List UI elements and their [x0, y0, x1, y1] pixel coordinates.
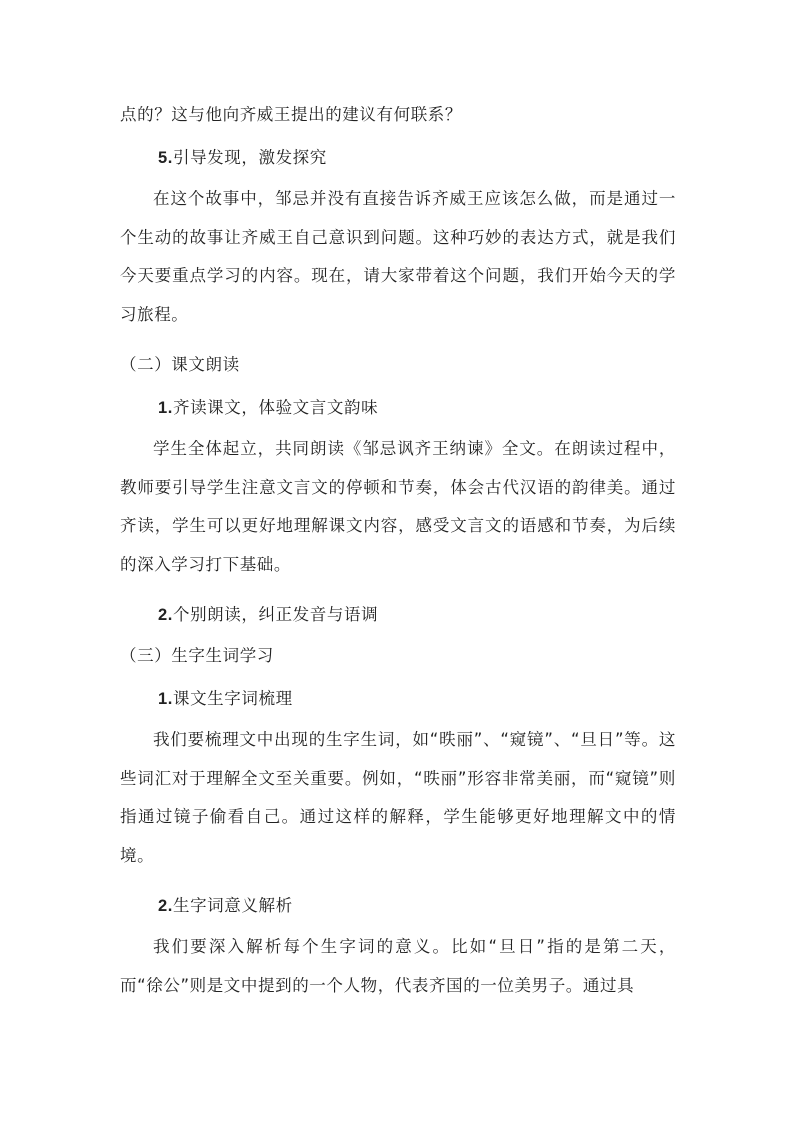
section-2-item-2-heading	[120, 596, 676, 635]
step-5-number: 5.	[158, 149, 173, 167]
section-3-title: （三）生字生词学习	[120, 646, 274, 665]
section-2-item-1-heading	[120, 389, 676, 428]
section-3-item-2-paragraph: 我们要深入解析每个生字词的意义。比如“旦日”指的是第二天，而“徐公”则是文中提到的一个人物，代表齐国的一位美男子。通过具	[120, 937, 676, 995]
section-3-item-2-heading	[120, 887, 676, 926]
section-3-item-1-heading-text: 课文生字词梳理	[172, 689, 293, 708]
section-2-item-1-paragraph: 学生全体起立，共同朗读《邹忌讽齐王纳谏》全文。在朗读过程中，教师要引导学生注意文言文的停顿和节奏，体会古代汉语的韵律美。通过齐读，学生可以更好地理解课文内容，感受文言文的语感和节奏，为后续的深入学习打下基础。	[120, 439, 676, 574]
section-3-item-2-heading-text: 生字词意义解析	[172, 896, 293, 915]
step-5-heading	[120, 139, 676, 178]
section-2-item-1-heading-text: 齐读课文，体验文言文韵味	[172, 398, 379, 417]
section-3-item-1-heading	[120, 680, 676, 719]
step-5-paragraph: 在这个故事中，邹忌并没有直接告诉齐威王应该怎么做，而是通过一个生动的故事让齐威王自己意识到问题。这种巧妙的表达方式，就是我们今天要重点学习的内容。现在，请大家带着这个问题，我们开始今天的学习旅程。	[120, 189, 676, 324]
section-2-item-2-heading-text: 个别朗读，纠正发音与语调	[172, 605, 379, 624]
section-3-item-1-number: 1.	[158, 690, 173, 708]
section-3-item-2-number: 2.	[158, 897, 173, 915]
continued-paragraph-line: 点的？这与他向齐威王提出的建议有何联系？	[120, 105, 462, 124]
step-5-heading-text: 引导发现，激发探究	[172, 148, 327, 167]
section-2-item-1-number: 1.	[158, 399, 173, 417]
section-3-item-1-paragraph: 我们要梳理文中出现的生字生词，如“昳丽”、“窥镜”、“旦日”等。这些词汇对于理解全文至关重要。例如，“昳丽”形容非常美丽，而“窥镜”则指通过镜子偷看自己。通过这样的解释，学生能够更好地理解文中的情境。	[120, 730, 676, 865]
section-2-title: （二）课文朗读	[120, 355, 240, 374]
section-2-item-2-number: 2.	[158, 606, 173, 624]
